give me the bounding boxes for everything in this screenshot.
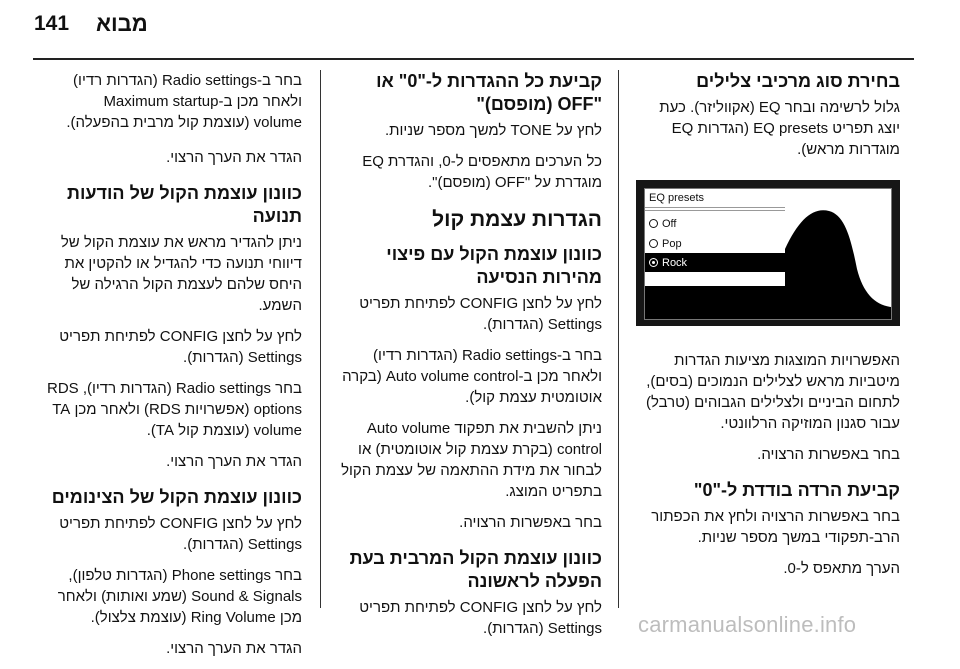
intro-line: volume (עוצמת קול מרבית בהפעלה). — [66, 114, 302, 131]
body-text: האפשרויות המוצגות מציעות הגדרות מיטביות מראש לצלילים הנמוכים (בסים), לתחום הביניים ולצלילים הגבוהים (טרבל) עבור סגנון המוזיקה הרלוונטי. — [645, 352, 900, 432]
column-middle — [338, 70, 602, 649]
intro-line: בחר ב-Radio settings (הגדרות רדיו) — [73, 72, 302, 89]
radio-on-icon — [649, 258, 658, 267]
header-rule — [33, 58, 914, 60]
instruction: לחץ על לחצן CONFIG לפתיחת תפריט Settings (הגדרות). — [359, 295, 602, 333]
instruction: בחר ב-Radio settings (הגדרות רדיו) ולאחר מכן ב-Auto volume control (בקרה אוטומטית עצמת קול). — [342, 347, 602, 406]
instruction: בחר באפשרות הרצויה ולחץ את הכפתור הרב-תפקודי במשך מספר שניות. — [651, 508, 900, 546]
instruction: הגדר את הערך הרצוי. — [166, 453, 302, 470]
instruction: לחץ על לחצן CONFIG לפתיחת תפריט Settings (הגדרות). — [59, 328, 302, 366]
section-heading: כוונון עוצמת הקול של הודעות תנועה — [67, 183, 302, 226]
instruction: לחץ על TONE למשך מספר שניות. — [384, 122, 602, 139]
instruction: לחץ על לחצן CONFIG לפתיחת תפריט Settings (הגדרות). — [359, 599, 602, 637]
body-text: כל הערכים מתאפסים ל-0, והגדרת EQ מוגדרת על "OFF (מופסם)". — [362, 153, 602, 191]
instruction: בחר Radio settings (הגדרות רדיו), RDS options (אפשרויות RDS) ולאחר מכן TA volume (עוצמת קול TA). — [47, 380, 302, 439]
column-divider-1 — [320, 70, 321, 608]
radio-off-icon — [649, 239, 658, 248]
instruction: לחץ על לחצן CONFIG לפתיחת תפריט Settings (הגדרות). — [59, 515, 302, 553]
instruction: הגדר את הערך הרצוי. — [166, 640, 302, 657]
menu-title: EQ presets — [645, 189, 785, 208]
menu-item-pop[interactable] — [645, 234, 785, 253]
section-heading: בחירת סוג מרכיבי צלילים — [696, 71, 900, 91]
body-text: ניתן להשבית את תפקוד Auto volume control (בקרת עצמת קול אוטומטית) או לבחור את מידת ההתאמה של עצמת הקול בתפריט המוצג. — [341, 420, 602, 500]
main-heading: הגדרות עצמת קול — [432, 208, 602, 231]
instruction: בחר באפשרות הרצויה. — [459, 514, 602, 531]
column-right — [636, 70, 900, 589]
section-heading: כוונון עוצמת הקול המרבית בעת הפעלה לראשונה — [349, 548, 602, 591]
menu-item-label: Pop — [662, 237, 682, 250]
body-text: גלול לרשימה ובחר EQ (אקווליזר). כעת יוצג תפריט EQ presets (הגדרות EQ מוגדרות מראש). — [659, 99, 900, 158]
menu-item-label: Rock — [662, 256, 688, 269]
section-heading: כוונון עוצמת הקול עם פיצוי מהירות הנסיעה — [386, 244, 602, 287]
eq-presets-screenshot — [636, 180, 900, 326]
page-number: 141 — [34, 12, 70, 35]
body-text: בחר Phone settings (הגדרות טלפון), Sound & Signals (שמע ואותות) ולאחר מכן Ring Volume (עוצמת צלצול). — [57, 567, 302, 626]
menu-item-rock[interactable] — [645, 253, 785, 272]
body-text: הערך מתאפס ל-0. — [783, 560, 900, 577]
intro-paragraph — [36, 70, 302, 133]
column-divider-2 — [618, 70, 619, 608]
column-left — [36, 70, 302, 669]
section-heading: קביעת כל ההגדרות ל-"0" או "OFF (מופסם)" — [376, 71, 602, 114]
eq-menu — [645, 189, 785, 319]
instruction: הגדר את הערך הרצוי. — [166, 149, 302, 166]
menu-blank-area — [645, 286, 785, 319]
watermark: carmanualsonline.info — [638, 612, 857, 637]
body-text: ניתן להגדיר מראש את עוצמת הקול של דיווחי תנועה כדי להגדיל או להקטין את היחס שלהם לעצמת הקול הרגילה של השמע. — [60, 234, 302, 314]
intro-line: ולאחר מכן ב-Maximum startup — [103, 93, 302, 110]
eq-curve-graphic — [785, 189, 891, 319]
section-heading: כוונון עוצמת הקול של הצינומים — [51, 487, 302, 507]
menu-item-label: Off — [662, 217, 677, 230]
menu-item-off[interactable] — [645, 214, 785, 233]
section-title: מבוא — [96, 11, 148, 36]
section-heading: קביעת הרדה בודדת ל-"0" — [693, 480, 900, 500]
instruction: בחר באפשרות הרצויה. — [757, 446, 900, 463]
display-screen — [644, 188, 892, 320]
radio-off-icon — [649, 219, 658, 228]
